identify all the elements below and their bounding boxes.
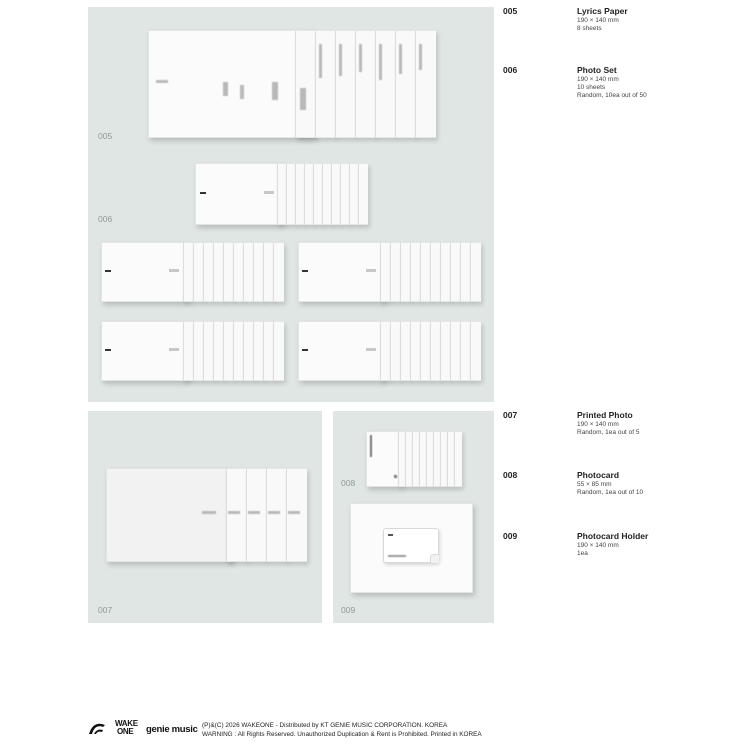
photo-set-mark	[105, 349, 111, 351]
panel-lyrics-photoset	[88, 7, 494, 402]
spec-title: Lyrics Paper	[577, 6, 628, 16]
photo-set-front	[101, 242, 188, 302]
photo-set-mark	[302, 270, 308, 272]
panel-number-009: 009	[341, 605, 356, 615]
lyrics-text-mark	[319, 44, 322, 78]
photo-set-sheet	[470, 242, 481, 302]
spec-number: 008	[503, 470, 518, 480]
lyrics-text-mark	[399, 44, 402, 74]
photo-set-stack	[101, 242, 286, 304]
lyrics-text-mark	[379, 44, 382, 80]
lyrics-text-mark	[156, 80, 168, 83]
photocard-stack	[366, 431, 461, 489]
panel-number-006: 006	[98, 214, 113, 224]
spec-title: Photocard Holder	[577, 531, 649, 541]
printed-photo-stack	[106, 468, 311, 564]
photo-set-sheet	[470, 321, 481, 381]
photo-set-stack	[298, 242, 483, 304]
wakeone-wordmark-top: WAKE	[115, 719, 138, 728]
photo-set-mark	[105, 270, 111, 272]
photo-set-mark	[169, 269, 179, 272]
lyrics-text-mark	[339, 44, 342, 76]
printed-photo-mark	[248, 511, 260, 514]
photo-set-front	[298, 242, 385, 302]
photo-set-sheet	[273, 321, 284, 381]
photocard-sheet	[454, 431, 462, 487]
spec-detail: Random, 10ea out of 50	[577, 92, 647, 99]
spec-printed-photo	[503, 410, 743, 445]
warning-line: WARNING : All Rights Reserved. Unauthorized Duplication & Rent is Prohibited. Printed in KOREA	[202, 731, 482, 738]
printed-photo-sheet	[286, 468, 307, 562]
spec-detail: 190 × 140 mm	[577, 421, 619, 428]
photo-set-mark	[264, 191, 274, 194]
printed-photo-mark	[202, 511, 216, 514]
photo-set-front	[101, 321, 188, 381]
footer	[88, 720, 648, 742]
spec-photo-set	[503, 65, 743, 110]
spec-detail: 190 × 140 mm	[577, 542, 619, 549]
printed-photo-sheet	[226, 468, 247, 562]
holder-card-mark	[388, 555, 406, 557]
wakeone-logo-icon	[88, 722, 106, 736]
spec-number: 007	[503, 410, 518, 420]
lyrics-paper-front	[148, 30, 315, 138]
lyrics-text-mark	[223, 82, 228, 96]
spec-detail: 8 sheets	[577, 25, 602, 32]
panel-number-007: 007	[98, 605, 113, 615]
photo-set-stack	[298, 321, 483, 383]
holder-card-notch	[430, 554, 439, 563]
photocard-mark	[370, 435, 372, 457]
photo-set-mark	[366, 269, 376, 272]
spec-title: Photocard	[577, 470, 620, 480]
panel-number-008: 008	[341, 478, 356, 488]
panel-photocard	[333, 411, 494, 623]
printed-photo-mark	[268, 511, 280, 514]
spec-photocard-holder	[503, 531, 743, 566]
photocard-holder-card	[383, 528, 439, 563]
photocard-holder	[350, 503, 473, 593]
printed-photo-sheet	[266, 468, 287, 562]
spec-detail: Random, 1ea out of 10	[577, 489, 644, 496]
photo-set-sheet	[358, 163, 368, 225]
printed-photo-mark	[288, 511, 300, 514]
photocard-mark	[394, 475, 397, 478]
wakeone-wordmark-bottom: ONE	[117, 727, 134, 736]
spec-title: Printed Photo	[577, 410, 633, 420]
photo-set-front	[195, 163, 282, 225]
genie-music-logo: genie music	[146, 724, 198, 735]
holder-card-mark	[388, 534, 393, 536]
lyrics-text-mark	[240, 85, 244, 99]
spec-detail: 55 × 85 mm	[577, 481, 612, 488]
spec-number: 006	[503, 65, 518, 75]
printed-photo-front	[106, 468, 233, 562]
wakeone-wordmark	[115, 720, 138, 736]
lyrics-text-mark	[419, 44, 422, 70]
printed-photo-mark	[228, 511, 240, 514]
spec-detail: Random, 1ea out of 5	[577, 429, 640, 436]
lyrics-paper-sheet	[295, 30, 316, 138]
lyrics-paper-stack	[148, 30, 448, 142]
photo-set-stack	[195, 163, 380, 227]
spec-number: 005	[503, 6, 518, 16]
copyright-line: (P)&(C) 2026 WAKEONE - Distributed by KT GENIE MUSIC CORPORATION. KOREA	[202, 722, 448, 729]
spec-detail: 1ea	[577, 550, 588, 557]
photo-set-mark	[302, 349, 308, 351]
photo-set-mark	[169, 348, 179, 351]
spec-title: Photo Set	[577, 65, 617, 75]
spec-photocard	[503, 470, 743, 505]
lyrics-text-mark	[359, 44, 362, 72]
lyrics-text-mark	[272, 82, 278, 100]
panel-number-005: 005	[98, 131, 113, 141]
spec-detail: 10 sheets	[577, 84, 606, 91]
panel-printed-photo	[88, 411, 322, 623]
photo-set-mark	[200, 192, 206, 194]
lyrics-text-mark	[300, 88, 306, 110]
spec-lyrics-paper	[503, 6, 743, 46]
spec-detail: 190 × 140 mm	[577, 76, 619, 83]
photo-set-stack	[101, 321, 286, 383]
printed-photo-sheet	[246, 468, 267, 562]
spec-number: 009	[503, 531, 518, 541]
photo-set-front	[298, 321, 385, 381]
photo-set-sheet	[273, 242, 284, 302]
legal-notice	[202, 721, 482, 739]
spec-detail: 190 × 140 mm	[577, 17, 619, 24]
photo-set-mark	[366, 348, 376, 351]
